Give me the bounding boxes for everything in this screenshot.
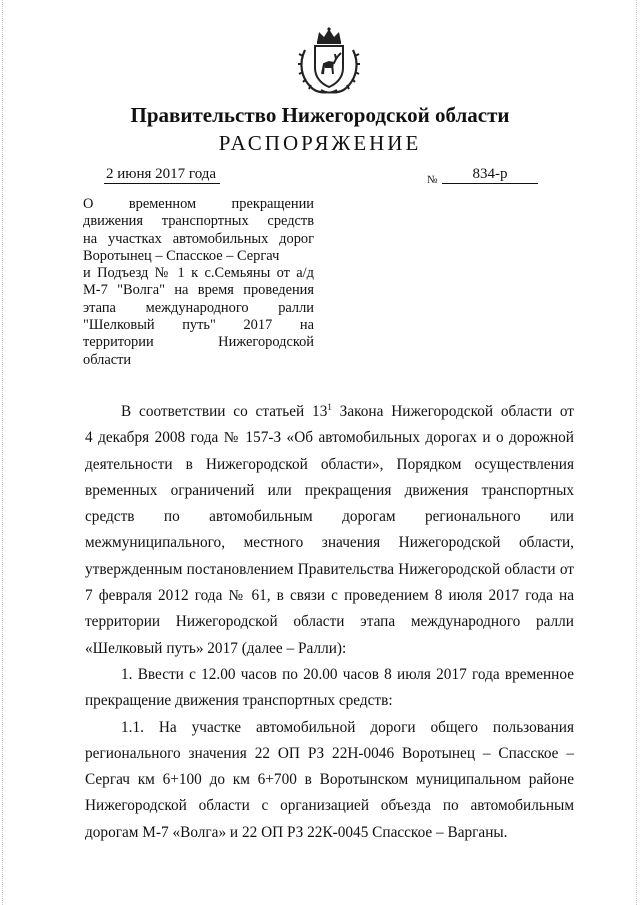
body-line: утвержденным постановлением Правительства Нижегородской области от [85,560,574,578]
superscript: 1 [327,402,332,412]
subject-line: и Подъезд № 1 к с.Семьяны от а/д [83,265,314,282]
number-label: № [427,174,438,186]
document-date: 2 июня 2017 года [104,166,220,184]
document-type-title: РАСПОРЯЖЕНИЕ [218,131,422,155]
body-line: 7 февраля 2012 года № 61, в связи с проведением 8 июля 2017 года на [85,587,574,605]
subject-line: движения транспортных средств [83,213,314,230]
item-1-line: прекращение движения транспортных средств: [85,692,393,710]
subject-line: этапа международного ралли [83,299,314,316]
body-text-fragment: Закона Нижегородской области от [331,403,574,420]
coat-of-arms-emblem [295,26,363,96]
document-body [85,399,574,846]
subject-line: М-7 "Волга" на время проведения [83,282,314,299]
body-line: 4 декабря 2008 года № 157-З «Об автомобильных дорогах и о дорожной [85,429,574,447]
item-1-1-line: регионального значения 22 ОП РЗ 22Н-0046 Воротынец – Спасское – [85,744,574,762]
body-text-fragment: В соответствии со статьей 13 [121,403,328,420]
subject-line: области [83,351,132,368]
item-1-1-line: дорогам М-7 «Волга» и 22 ОП РЗ 22К-0045 Спасское – Варганы. [85,823,508,841]
body-line: «Шелковый путь» 2017 (далее – Ралли): [85,639,347,657]
item-1-1-line: Нижегородской области с организацией объезда по автомобильным [85,797,574,815]
government-title: Правительство Нижегородской области [130,103,510,127]
subject-line: территории Нижегородской [83,334,314,351]
item-1-1-line: Сергач км 6+100 до км 6+700 в Воротынском муниципальном районе [85,771,574,789]
subject-block [83,196,314,369]
body-line: межмуниципального, местного значения Нижегородской области, [85,534,574,552]
subject-line: Воротынец – Спасское – Сергач [83,247,280,264]
body-line-first [85,399,574,425]
subject-line: на участках автомобильных дорог [83,230,314,247]
body-line: территории Нижегородской области этапа международного ралли [85,613,574,631]
body-line: временных ограничений или прекращения движения транспортных [85,481,574,499]
subject-line: "Шелковый путь" 2017 на [83,317,314,334]
body-line: деятельности в Нижегородской области», Порядком осуществления [85,455,574,473]
subject-line: О временном прекращении [83,196,314,212]
body-line: средств по автомобильным дорогам регионального или [85,508,574,526]
item-1-1-line: 1.1. На участке автомобильной дороги общего пользования [121,718,574,736]
document-number: 834-р [442,166,538,184]
item-1-line: 1. Ввести с 12.00 часов по 20.00 часов 8 июля 2017 года временное [121,665,574,683]
